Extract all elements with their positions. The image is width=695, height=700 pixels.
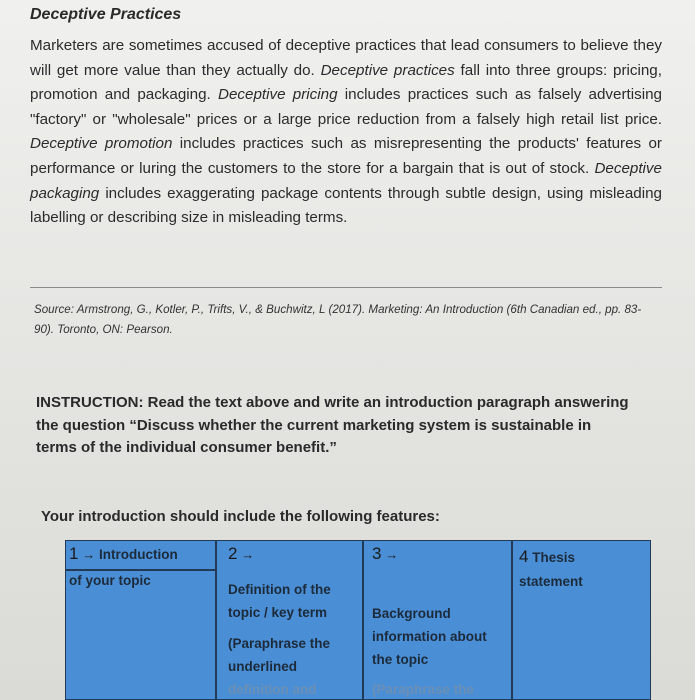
step-1-header [69,542,178,566]
instruction-text: INSTRUCTION: Read the text above and write an introduction paragraph answering the question “Discuss whether the current marketing system is sustainable in terms of the individual consumer benefit.” [36,394,629,457]
column-divider [215,541,217,699]
arrow-right-icon: → [385,547,399,562]
step-2-line4: underlined [228,659,298,674]
features-heading: Your introduction should include the following features: [41,508,440,525]
sentence-3: includes practices such as falsely advertising "factory" or "wholesale" prices or a large price reduction from a falsely high retail list price. [30,86,662,128]
step-2-line3: (Paraphrase the [228,636,331,651]
sentence-5: includes exaggerating package contents through subtle design, using misleading labelling or describing size in misleading terms. [30,184,662,227]
sentence-2: fall into three groups: pricing, promotion and packaging. [30,61,662,104]
step-2-header [228,542,254,566]
sentence-1: Marketers are sometimes accused of deceptive practices that lead consumers to believe they will get more value than they actually do. [30,37,662,79]
term-deceptive-pricing: Deceptive pricing [218,86,338,104]
features-table [65,540,651,700]
term-deceptive-practices: Deceptive practices [320,61,455,79]
step-1-line2: of your topic [69,573,151,588]
step-1-number: 1 [69,544,79,563]
step-2-line1: Definition of the [228,582,331,597]
step-2-number: 2 [228,544,238,563]
step-3-line3: the topic [372,652,429,667]
step-3-line2: information about [372,629,487,644]
step-2-line2: topic / key term [228,605,328,620]
column-divider [511,541,513,699]
step-4-number: 4 [519,547,529,566]
term-deceptive-promotion: Deceptive promotion [30,135,173,153]
column-divider [362,541,364,699]
sentence-4: includes practices such as misrepresenting the products' features or performance or luring the customers to the store for a bargain that is out of stock. [30,135,662,177]
step-1-title: Introduction [99,547,178,562]
step-3-header [372,542,398,566]
step-4-line2: statement [519,574,583,589]
source-citation: Source: Armstrong, G., Kotler, P., Trifts, V., & Buchwitz, L (2017). Marketing: An Introduction (6th Canadian ed., pp. 83-90). Toronto, ON: Pearson. [34,303,642,336]
step-4-header [519,545,575,569]
term-deceptive-packaging: Deceptive packaging [30,159,662,202]
step-3-line4: (Paraphrase the [372,682,475,697]
arrow-right-icon: → [82,547,96,562]
arrow-right-icon: → [241,547,255,562]
step-2-line5: definition and [228,682,317,697]
article-paragraph [30,34,662,231]
section-heading: Deceptive Practices [30,6,182,23]
step-3-line1: Background [372,606,451,621]
step-4-title: Thesis [532,550,576,565]
divider-line [30,287,662,288]
step-3-number: 3 [372,544,382,563]
